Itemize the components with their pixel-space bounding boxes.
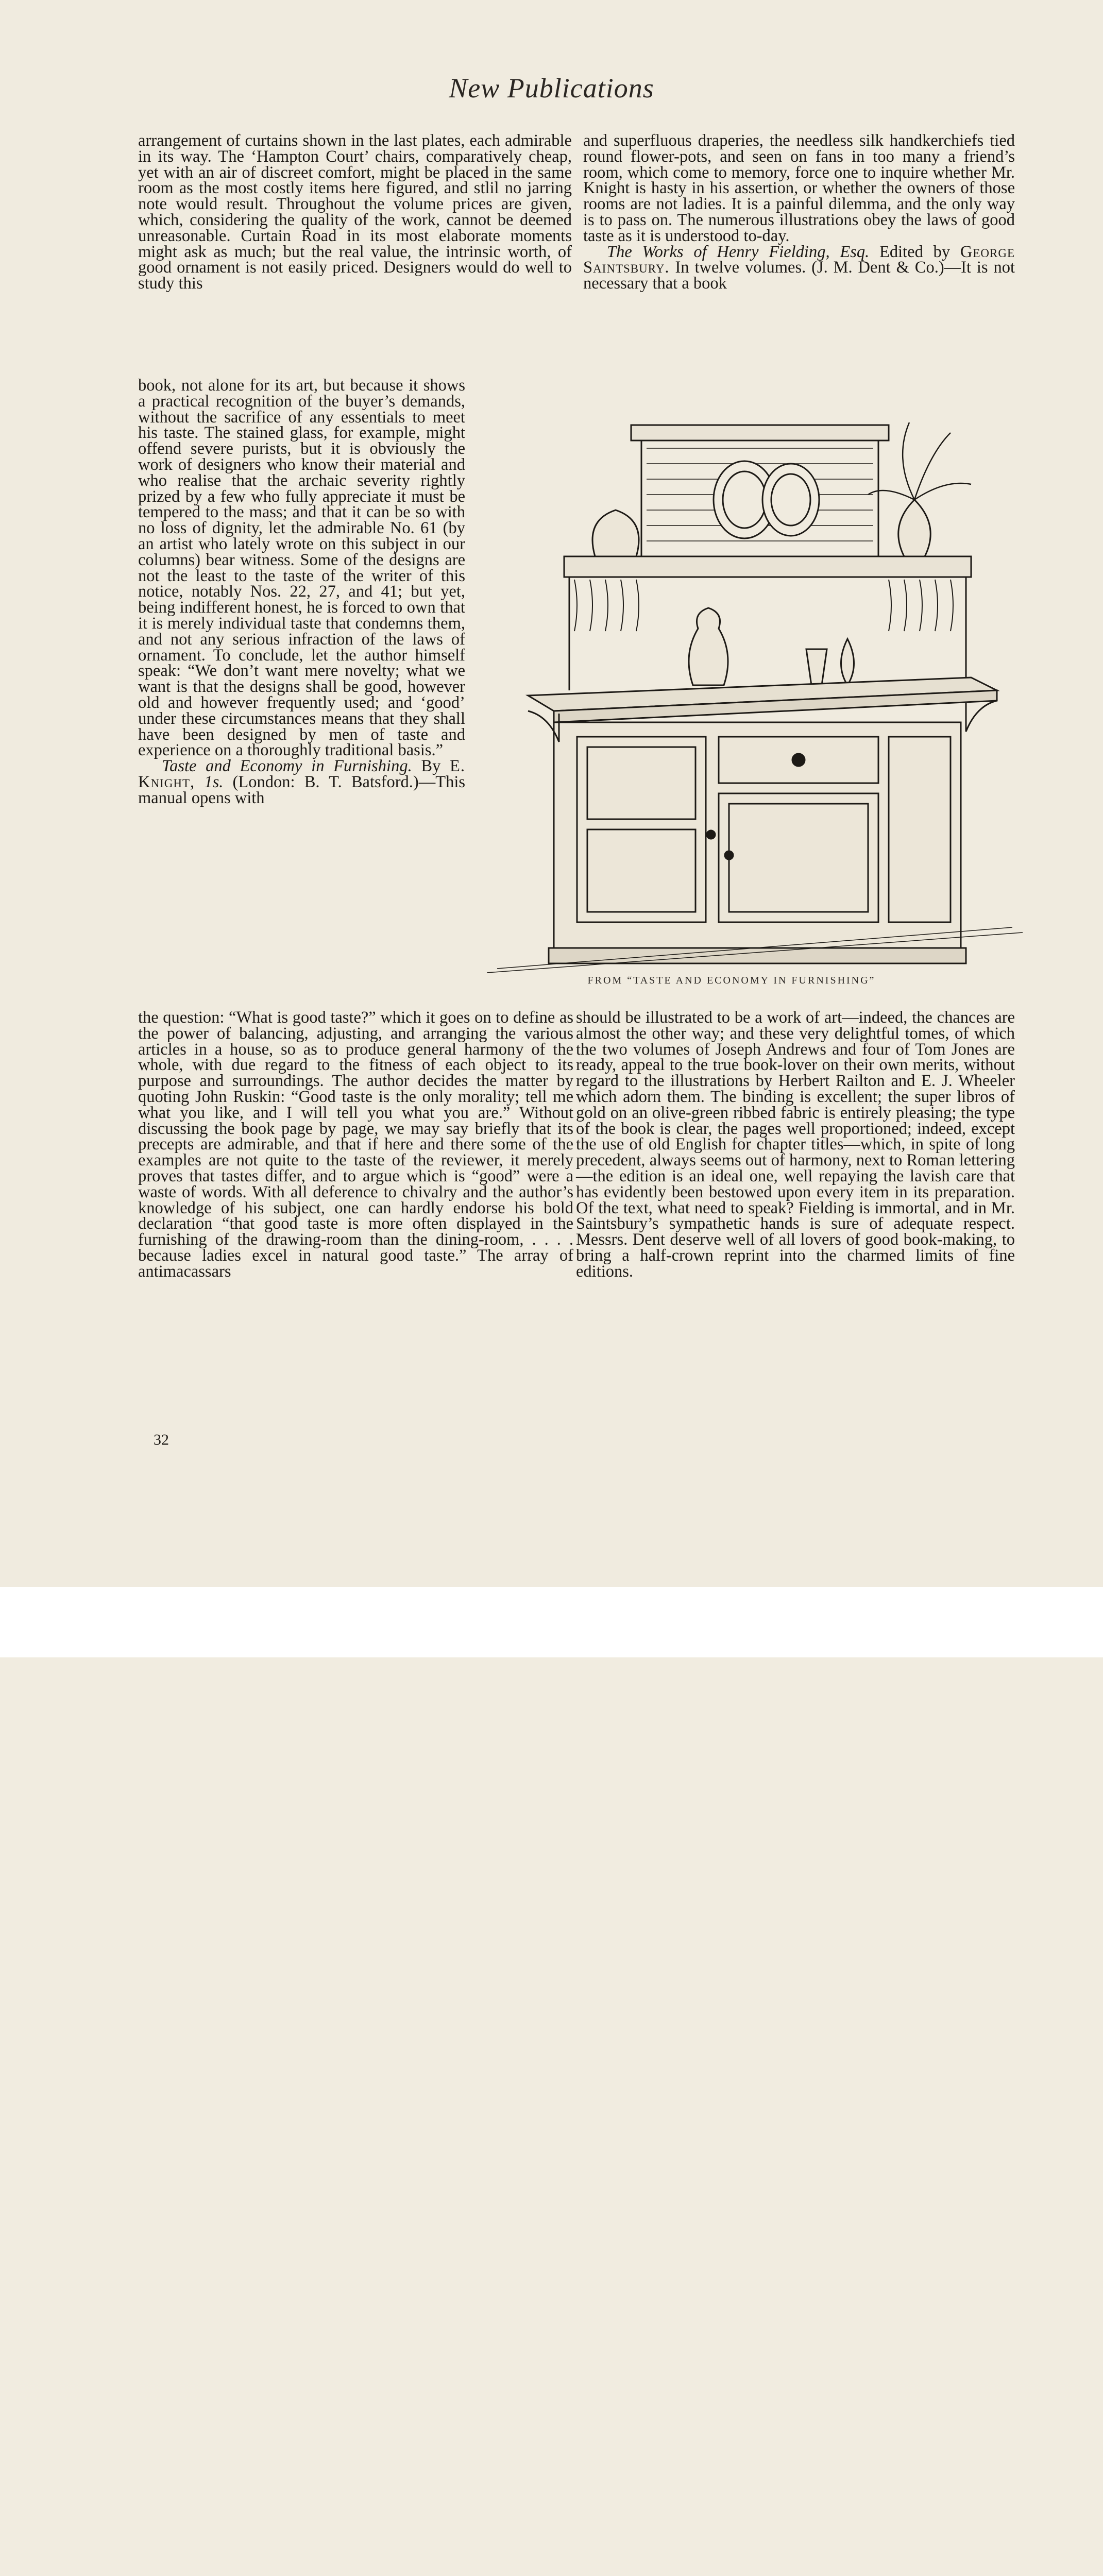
- review-author: E. Knight,: [138, 757, 466, 791]
- paragraph: arrangement of curtains shown in the last plates, each admirable in its way. The ‘Hampton Court’ chairs, comparatively cheap, yet with an air of discreet comfort, might be placed in the same room as the most costly items here figured, and stlil no jarring note would result. Throughout the volume prices are given, which, considering the quality of the work, cannot be deemed unreasonable. Curtain Road in its most elaborate moments might ask as much; but the real value, the intrinsic worth, of good ornament is not easily priced. Designers would do well to study this: [138, 131, 572, 293]
- review-editor: George Saintsbury.: [583, 242, 1015, 277]
- left-column-bottom: [138, 1010, 573, 1280]
- left-column-beside-illustration: [138, 378, 465, 806]
- review-details: In twelve volumes. (J. M. Dent & Co.)—It is not necessary that a book: [583, 258, 1015, 293]
- review-publisher: (London: B. T. Batsford.)—This manual opens with: [138, 772, 465, 807]
- review-title: Taste and Economy in Furnishing.: [162, 757, 412, 776]
- right-column-bottom: [576, 1010, 1015, 1280]
- review-title: The Works of Henry Fielding, Esq.: [607, 242, 870, 261]
- digitization-footer: [0, 1587, 1103, 1657]
- page-number: 32: [154, 1431, 169, 1448]
- review-heading: [138, 758, 465, 806]
- running-header: New Publications: [449, 73, 654, 104]
- paragraph: and superfluous draperies, the needless silk handkerchiefs tied round flower-pots, and seen on fans in too many a friend’s room, which come to memory, force one to inquire whether Mr. Knight is hasty in his assertion, or whether the owners of those rooms are not ladies. It is a painful dilemma, and the only way is to pass on. The numerous illustrations obey the laws of good taste as it is understood to-day.: [583, 131, 1015, 245]
- review-heading: [583, 244, 1015, 292]
- illustration-caption: FROM “TASTE AND ECONOMY IN FURNISHING”: [587, 975, 876, 986]
- paragraph: book, not alone for its art, but because it shows a practical recognition of the buyer’s demands, without the sacrifice of any essentials to meet his taste. The stained glass, for example, might offend severe purists, but it is obviously the work of designers who know their material and who realise that the archaic severity rightly prized by a few who fully appreciate it must be tempered to the mass; and that it can be so with no loss of dignity, let the admirable No. 61 (by an artist who lately wrote on this subject in our columns) bear witness. Some of the designs are not the least to the taste of the writer of this notice, notably Nos. 22, 27, and 41; but yet, being indifferent honest, he is forced to own that it is merely individual taste that condemns them, and not any serious infraction of the laws of ornament. To conclude, let the author himself speak: “We don’t want mere novelty; what we want is that the designs shall be good, however old and however frequently used; and ‘good’ under these circumstances means that they shall have been designed by men of taste and experience on a thoroughly traditional basis.”: [138, 376, 465, 760]
- review-price: 1s.: [204, 772, 224, 791]
- right-column-top: [583, 133, 1015, 292]
- paragraph: the question: “What is good taste?” which it goes on to define as the power of balancing, adjusting, and arranging the various articles in a house, so as to produce general harmony of the whole, with due regard to the fitness of each object to its purpose and surroundings. The author decides the matter by quoting John Ruskin: “Good taste is the only morality; tell me what you like, and I will tell you what you are.” Without discussing the book page by page, we may say briefly that its precepts are admirable, and that if here and there some of the examples are not quite to the taste of the reviewer, it merely proves that tastes differ, and to argue which is “good” were a waste of words. With all deference to chivalry and the author’s knowledge of his subject, one can hardly endorse his bold declaration “that good taste is more often displayed in the furnishing of the drawing-room than the dining-room, . . . . because ladies excel in natural good taste.” The array of antimacassars: [138, 1008, 573, 1281]
- review-edited: Edited by: [879, 242, 951, 261]
- review-by: By: [421, 757, 441, 776]
- paragraph: should be illustrated to be a work of art—indeed, the chances are almost the other way; and these very delightful tomes, of which the two volumes of Joseph Andrews and four of Tom Jones are ready, appeal to the true book-lover on their own merits, without regard to the illustrations by Herbert Railton and E. J. Wheeler which adorn them. The binding is excellent; the super libros of gold on an olive-green ribbed fabric is entirely pleasing; the type of the book is clear, the pages well proportioned; indeed, except the use of old English for chapter titles—which, in spite of long precedent, always seems out of harmony, next to Roman lettering—the edition is an ideal one, well repaying the lavish care that has evidently been bestowed upon every item in its preparation. Of the text, what need to speak? Fielding is immortal, and in Mr. Saintsbury’s sympathetic hands is sure of adequate respect. Messrs. Dent deserve well of all lovers of good book-making, to bring a half-crown reprint into the charmed limits of fine editions.: [576, 1008, 1015, 1281]
- sideboard-illustration: [477, 381, 1025, 974]
- left-column-top: [138, 133, 572, 292]
